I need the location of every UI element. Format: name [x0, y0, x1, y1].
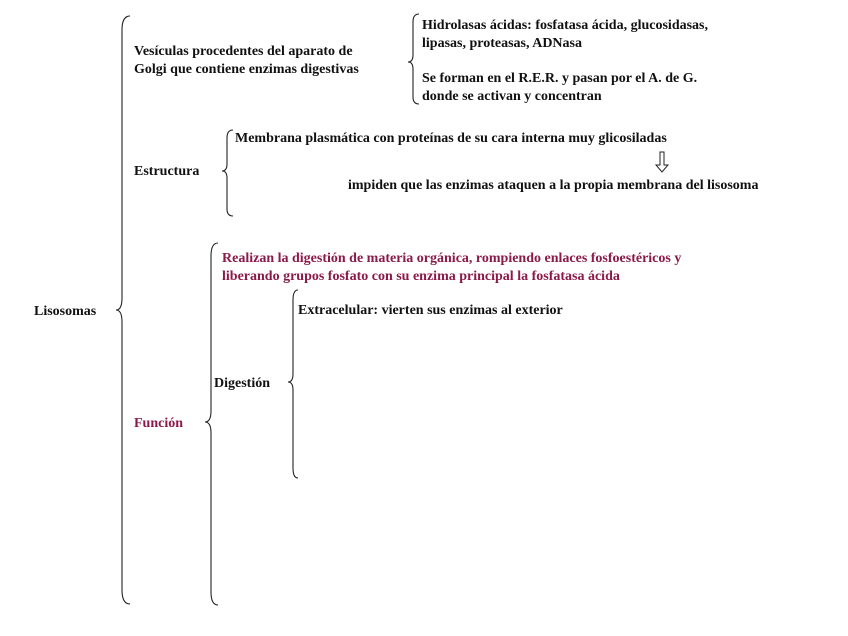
digestion-label: Digestión — [214, 376, 270, 391]
brace-lisosomas — [116, 16, 130, 604]
root-label: Lisosomas — [34, 304, 97, 319]
function-description-line-2: liberando grupos fosfato con su enzima principal la fosfatasa ácida — [222, 269, 620, 284]
function-label: Función — [134, 416, 184, 431]
brace-vesiculas — [408, 14, 419, 104]
down-double-arrow-icon — [654, 151, 670, 173]
formation-line-2: donde se activan y concentran — [422, 89, 602, 104]
brace-estructura — [222, 130, 233, 216]
brace-funcion — [205, 243, 218, 605]
structure-membrane: Membrana plasmática con proteínas de su cara interna muy glicosiladas — [235, 131, 667, 146]
structure-consequence: impiden que las enzimas ataquen a la propia membrana del lisosoma — [348, 178, 759, 193]
enzymes-line-2: lipasas, proteasas, ADNasa — [422, 36, 582, 51]
structure-label: Estructura — [134, 164, 200, 179]
digestion-extracellular: Extracelular: vierten sus enzimas al exterior — [298, 303, 563, 318]
formation-line-1: Se forman en el R.E.R. y pasan por el A. de G. — [422, 71, 698, 86]
origin-heading-line-2: Golgi que contiene enzimas digestivas — [134, 62, 359, 77]
origin-heading-line-1: Vesículas procedentes del aparato de — [134, 44, 353, 59]
function-description-line-1: Realizan la digestión de materia orgánica, rompiendo enlaces fosfoestéricos y — [222, 251, 682, 266]
enzymes-line-1: Hidrolasas ácidas: fosfatasa ácida, glucosidasas, — [422, 18, 708, 33]
brace-digestion — [288, 290, 298, 478]
